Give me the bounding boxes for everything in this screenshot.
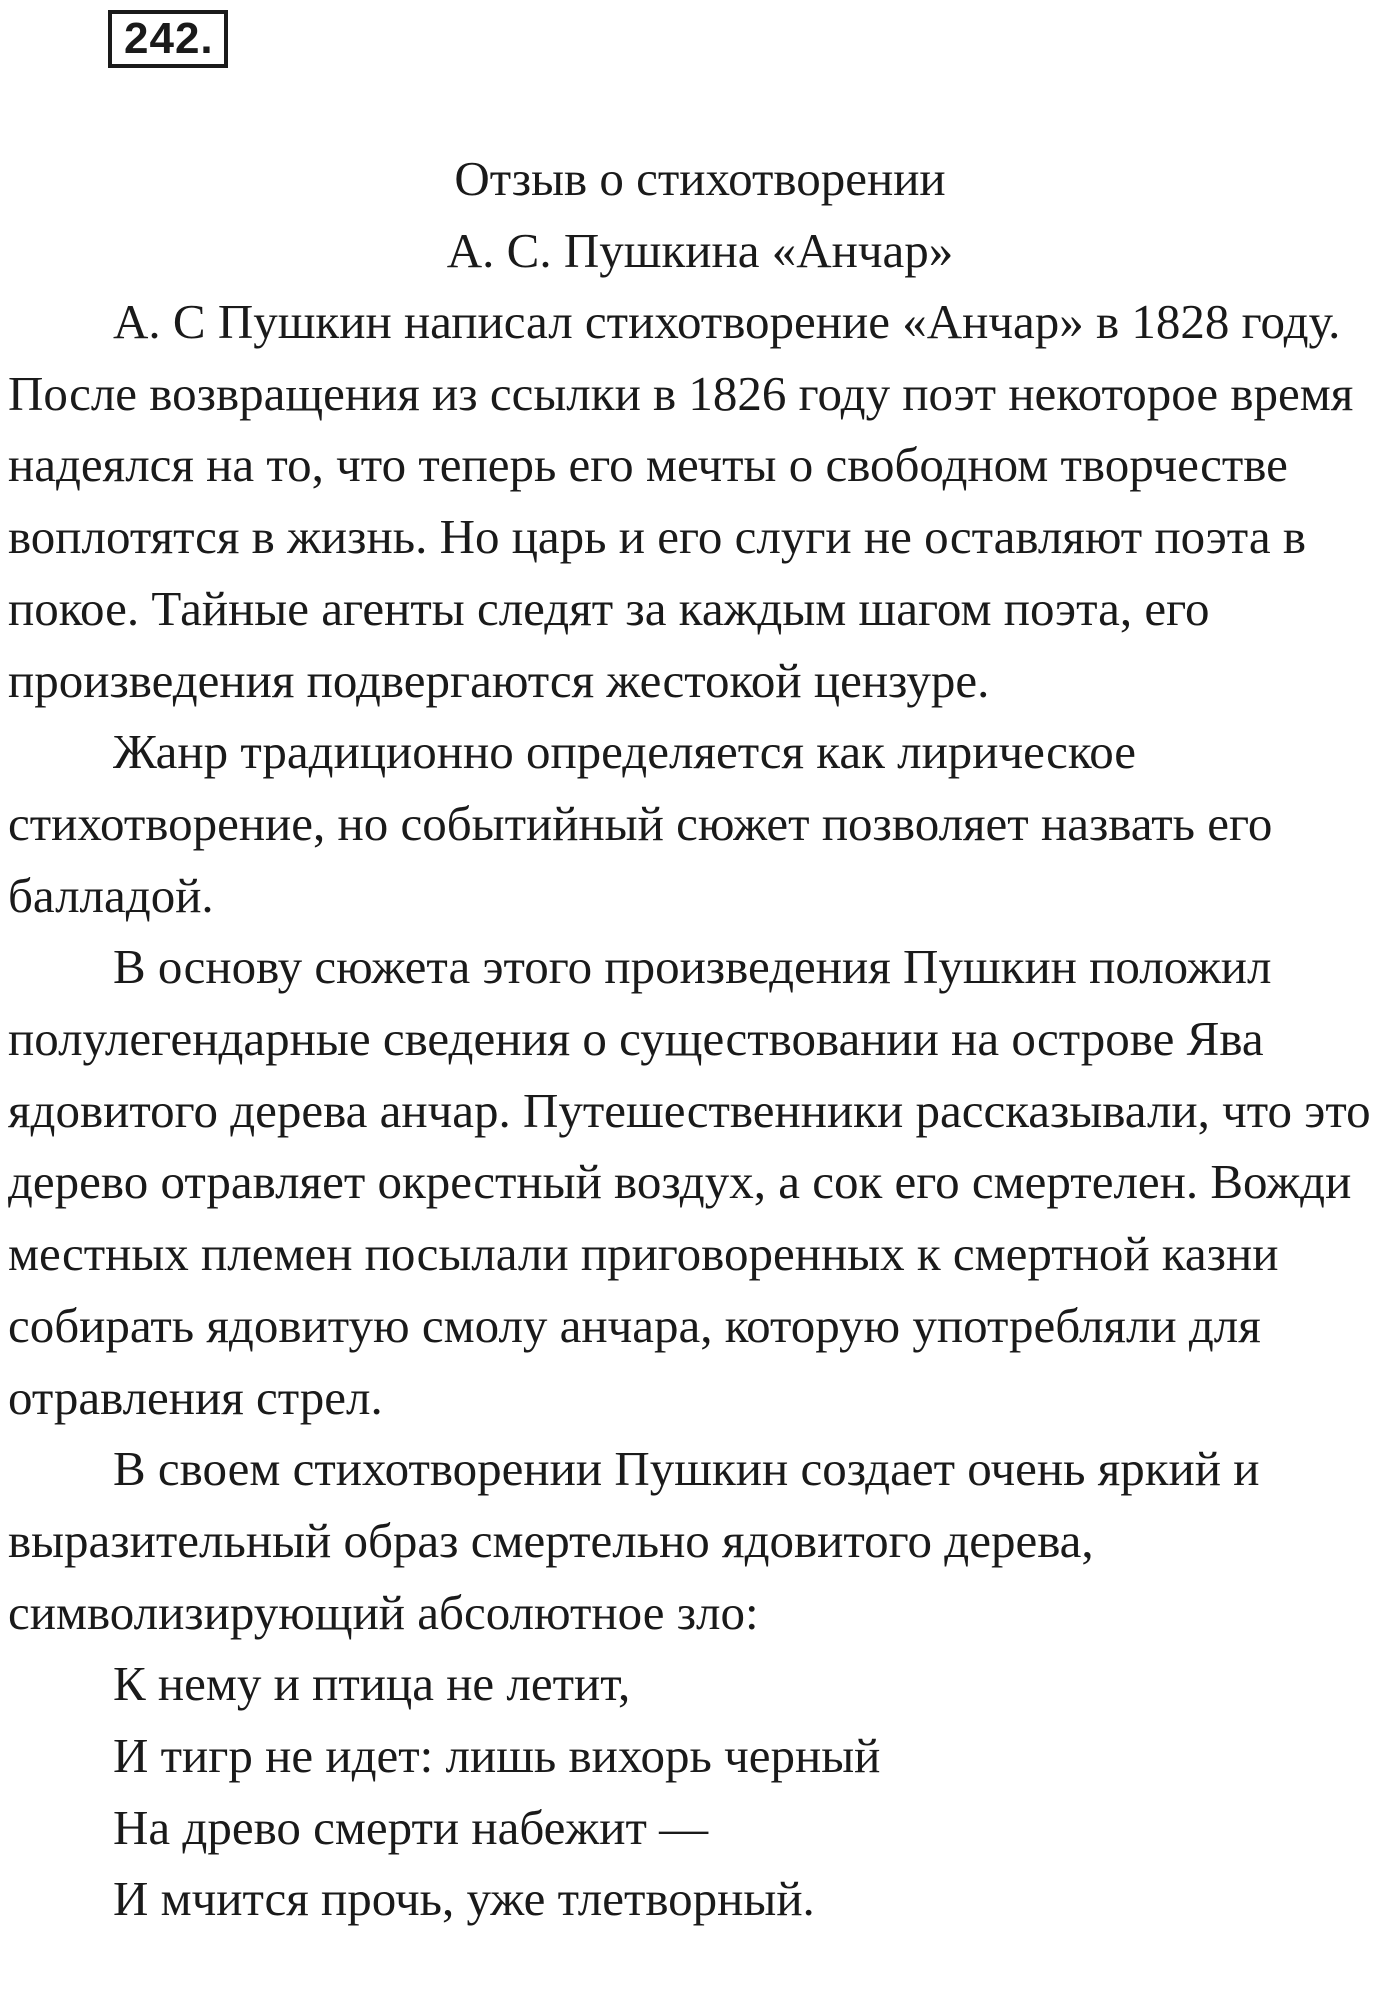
task-number-box: 242. [108, 10, 228, 68]
verse-line: И мчится прочь, уже тлетворный. [113, 1871, 815, 1927]
verse-line: К нему и птица не летит, [113, 1656, 631, 1712]
essay-body [8, 286, 1393, 1935]
paragraph-image: В своем стихотворении Пушкин создает очень яркий и выразительный образ смертельно ядовитого дерева, символизирующий абсолютное зло: [8, 1441, 1260, 1640]
verse-line: На древо смерти набежит — [113, 1799, 709, 1855]
essay-title-line-2: А. С. Пушкина «Анчар» [446, 223, 954, 278]
paragraph-plot-source: В основу сюжета этого произведения Пушкин положил полулегендарные сведения о существовании на острове Ява ядовитого дерева анчар. Путешественники рассказывали, что это дерево отравляет окрестный воздух, а сок его смертелен. Вожди местных племен посылали приговоренных к смертной казни собирать ядовитую смолу анчара, которую употребляли для отравления стрел. [8, 939, 1371, 1425]
verse-quote [8, 1648, 1393, 1935]
paragraph-context: А. С Пушкин написал стихотворение «Анчар» в 1828 году. После возвращения из ссылки в 1826 году поэт некоторое время надеялся на то, что теперь его мечты о свободном творчестве воплотятся в жизнь. Но царь и его слуги не оставляют поэта в покое. Тайные агенты следят за каждым шагом поэта, его произведения подвергаются жестокой цензуре. [8, 294, 1354, 708]
paragraph-genre: Жанр традиционно определяется как лирическое стихотворение, но событийный сюжет позволяет назвать его балладой. [8, 724, 1273, 923]
essay-title-line-1: Отзыв о стихотворении [454, 151, 946, 206]
verse-line: И тигр не идет: лишь вихорь черный [113, 1728, 881, 1784]
